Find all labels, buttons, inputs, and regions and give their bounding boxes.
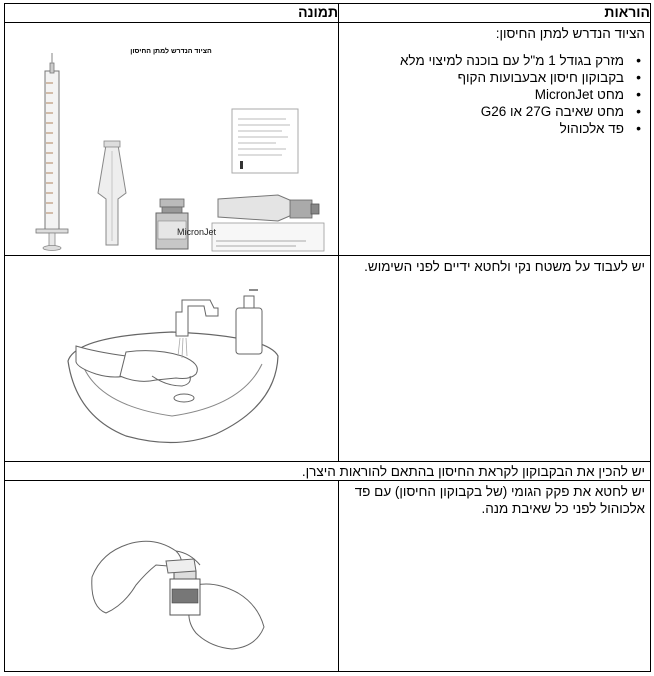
list-item: • מחט שאיבה 27G או G26	[339, 103, 624, 120]
equipment-intro: הציוד הנדרש למתן החיסון:	[495, 26, 645, 41]
list-item: • בקבוקון חיסון אבעבועות הקוף	[339, 69, 624, 86]
hands-instruction: יש לעבוד על משטח נקי ולחטא ידיים לפני השימוש.	[364, 259, 645, 274]
soap-dispenser-icon	[236, 290, 262, 354]
equipment-photo	[6, 23, 338, 255]
micronjet-needle-icon	[177, 195, 324, 251]
equipment-image-cell	[5, 23, 339, 256]
header-picture: תמונה	[5, 4, 339, 23]
handwashing-illustration	[6, 256, 338, 461]
equipment-photo-caption: הציוד הנדרש למתן החיסון	[130, 48, 212, 55]
needle-cap-icon	[98, 141, 126, 245]
hands-image-cell	[5, 256, 339, 462]
list-item: • פד אלכוהול	[339, 120, 624, 137]
equipment-list	[339, 52, 650, 137]
row-hands	[5, 256, 651, 462]
hands-text-cell	[339, 256, 651, 462]
disinfect-image-cell	[5, 481, 339, 672]
prepare-vial-instruction: יש להכין את הבקבוקון לקראת החיסון בהתאם להוראות היצרן.	[301, 464, 645, 479]
row-equipment	[5, 23, 651, 256]
syringe-icon	[36, 53, 68, 251]
header-row	[5, 4, 651, 23]
instruction-leaflet-icon	[232, 109, 298, 173]
vial-icon	[170, 571, 200, 615]
header-instructions: הוראות	[339, 4, 651, 23]
disinfect-text-cell	[339, 481, 651, 672]
micronjet-label: MicronJet	[176, 227, 216, 237]
disinfect-illustration	[6, 481, 338, 671]
list-item: • מחט MicronJet	[339, 86, 624, 103]
row-disinfect	[5, 481, 651, 672]
row-prepare-vial	[5, 462, 651, 481]
vial-icon	[156, 199, 188, 249]
list-item: • מזרק בגודל 1 מ"ל עם בוכנה למיצוי מלא	[339, 52, 624, 69]
instructions-table	[4, 3, 651, 672]
prepare-vial-cell	[5, 462, 651, 481]
equipment-text-cell	[339, 23, 651, 256]
alcohol-pad-icon	[166, 559, 196, 573]
disinfect-instruction: יש לחטא את פקק הגומי (של בקבוקון החיסון) עם פד אלכוהול לפני כל שאיבת מנה.	[354, 484, 645, 516]
